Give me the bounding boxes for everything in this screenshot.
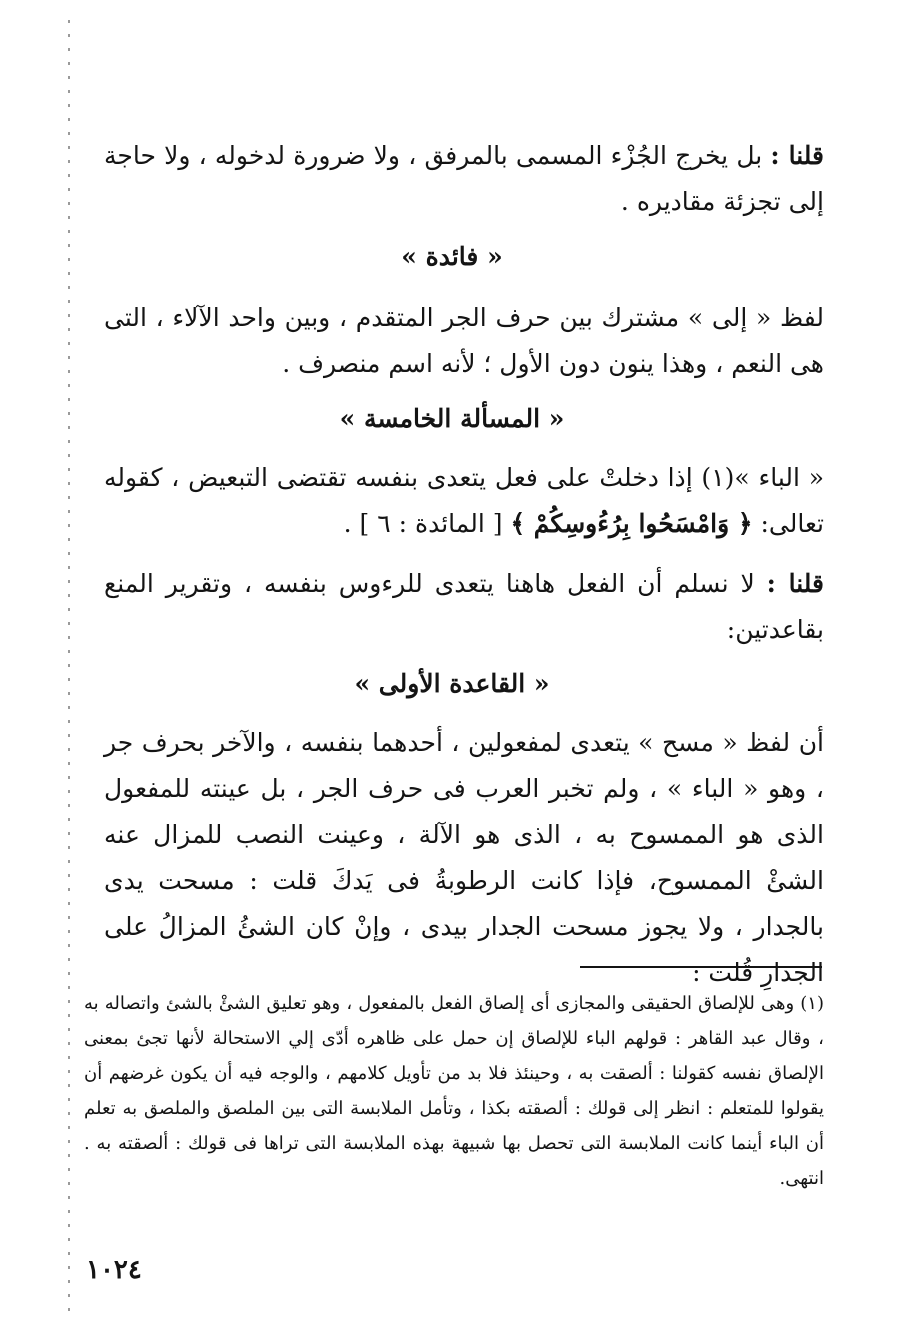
reply-lead: قلنا :	[770, 141, 824, 170]
page-number: ١٠٢٤	[86, 1255, 142, 1285]
footnote	[84, 986, 824, 1196]
footnote-separator	[580, 966, 822, 968]
paragraph-text: لا نسلم أن الفعل هاهنا يتعدى للرءوس بنفسه ، وتقرير المنع بقاعدتين:	[104, 569, 824, 644]
quran-verse: ﴿ وَامْسَحُوا بِرُءُوسِكُمْ ﴾	[510, 509, 753, 538]
paragraph-reply-1	[104, 133, 824, 225]
footnote-text: (١) وهى للإلصاق الحقيقى والمجازى أى إلصاق الفعل بالمفعول ، وهو تعليق الشئْ بالشئ واتصاله به ، وقال عبد القاهر : قولهم الباء للإلصاق إن حمل على ظاهره أدّى إلي الاستحالة لأنها تجئ بمعنى الإلصاق نفسه كقولنا : ألصقت به ، وحينئذ فلا بد من تأويل كلامهم ، والوجه فيه أن يكون غرضهم أن يقولوا للمتعلم : انظر إلى قولك : ألصقته بكذا ، وتأمل الملابسة التى بين الملصق والملصق به تعلم أن الباء أينما كانت الملابسة التى تحصل بها شبيهة بهذه الملابسة التى تراها فى قولك : ألصقته به . انتهى.	[84, 993, 824, 1189]
paragraph-masala	[104, 455, 824, 547]
paragraph-text: بل يخرج الجُزْء المسمى بالمرفق ، ولا ضرورة لدخوله ، ولا حاجة إلى تجزئة مقاديره .	[104, 141, 824, 216]
paragraph-reply-2	[104, 561, 824, 653]
paragraph-text: « الباء »(١) إذا دخلتْ على فعل يتعدى بنفسه تقتضى التبعيض ، كقوله تعالى:	[104, 463, 825, 538]
heading-masala-5: « المسألة الخامسة »	[339, 404, 565, 433]
margin-guide	[68, 20, 70, 1320]
heading-qaida-1: « القاعدة الأولى »	[354, 669, 550, 698]
verse-reference: [ المائدة : ٦ ] .	[343, 509, 511, 538]
paragraph-qaida	[104, 720, 824, 996]
heading-faida: « فائدة »	[401, 242, 503, 271]
paragraph-faida	[104, 295, 824, 387]
paragraph-text: أن لفظ « مسح » يتعدى لمفعولين ، أحدهما بنفسه ، والآخر بحرف جر ، وهو « الباء » ، ولم تخبر العرب فى حرف الجر ، بل عينته للمفعول الذى هو الممسوح به ، الذى هو الآلة ، وعينت النصب للمزال عنه الشئْ الممسوح، فإذا كانت الرطوبةُ فى يَدكَ قلت : مسحت يدى بالجدار ، ولا يجوز مسحت الجدار بيدى ، وإنْ كان الشئُ المزالُ على الجدارِ قُلت :	[104, 728, 824, 987]
paragraph-text: لفظ « إلى » مشترك بين حرف الجر المتقدم ، وبين واحد الآلاء ، التى هى النعم ، وهذا ينون دون الأول ؛ لأنه اسم منصرف .	[104, 303, 824, 378]
reply-lead: قلنا :	[766, 569, 824, 598]
